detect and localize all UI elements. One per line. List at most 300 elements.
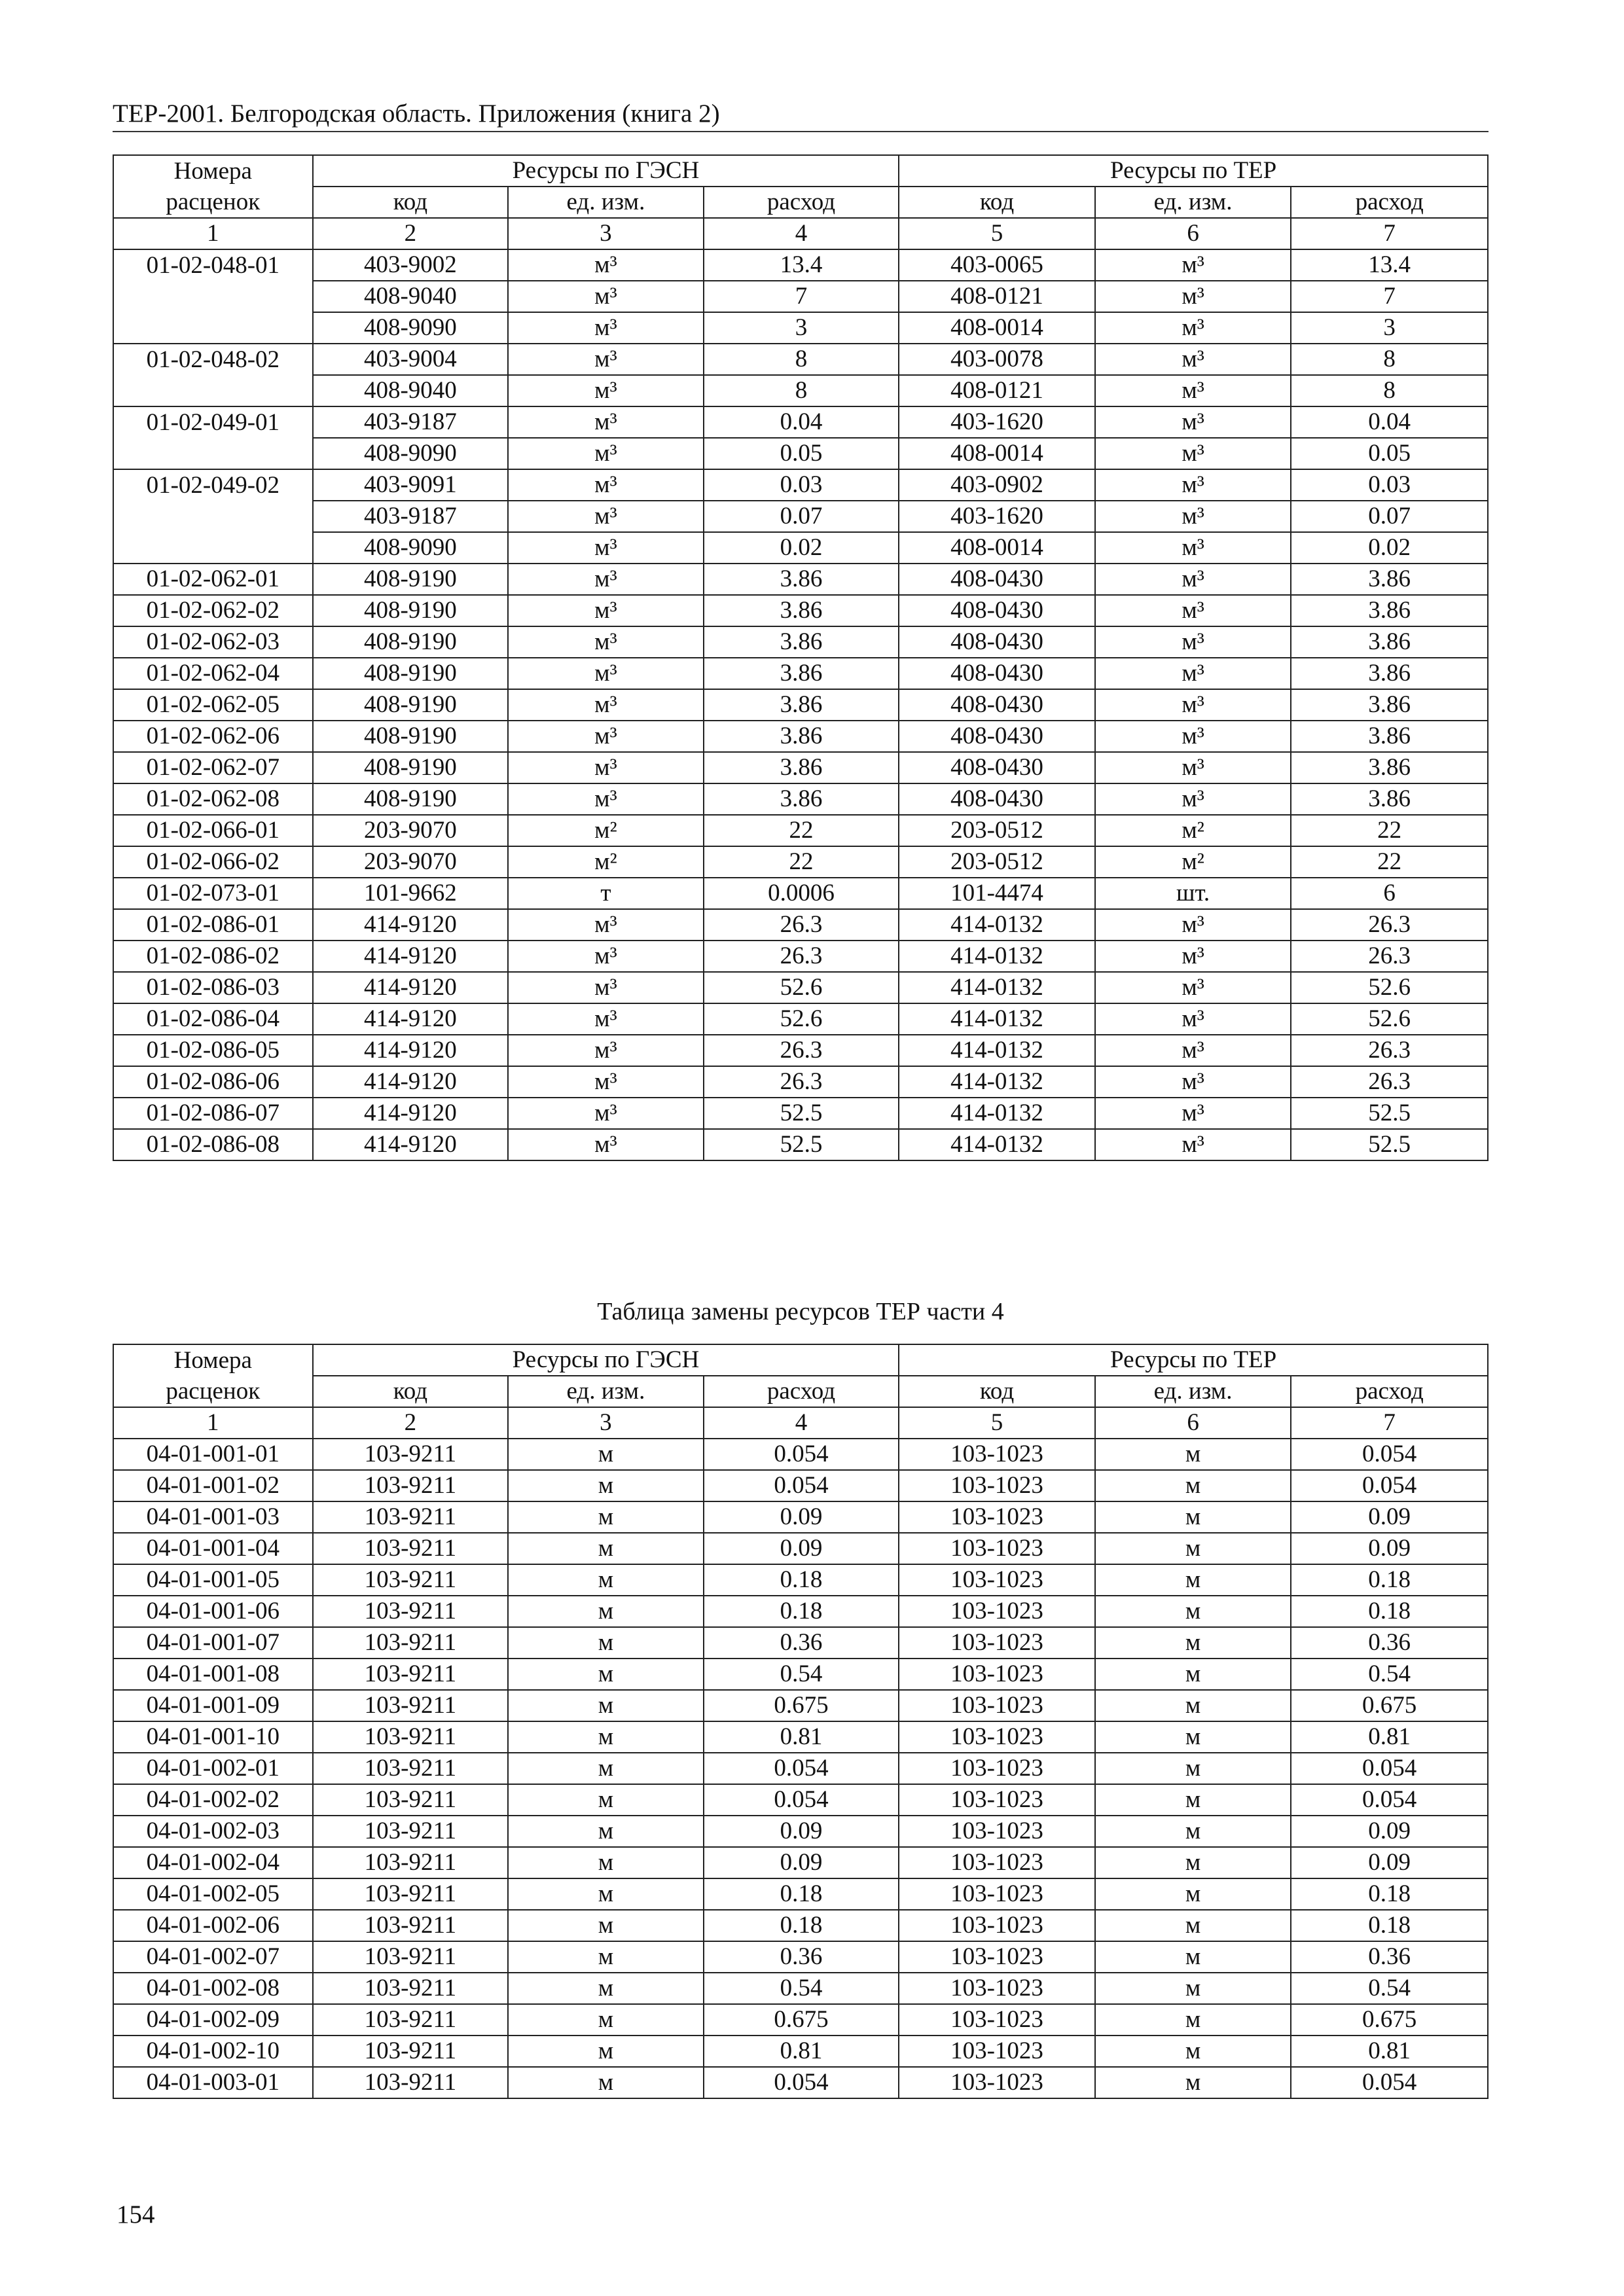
gesn-code-cell: 408-9190 bbox=[313, 689, 509, 721]
table-row bbox=[113, 2067, 1488, 2098]
ter-code-cell: 103-1023 bbox=[899, 1439, 1095, 1470]
ter-consumption-cell: 0.18 bbox=[1291, 1910, 1488, 1941]
gesn-unit-cell: м³ bbox=[508, 1066, 704, 1098]
gesn-consumption-cell: 52.6 bbox=[704, 1003, 899, 1035]
ter-consumption-cell: 0.054 bbox=[1291, 1753, 1488, 1784]
ter-code-cell: 103-1023 bbox=[899, 1470, 1095, 1501]
rate-number-cell: 01-02-066-01 bbox=[113, 815, 313, 846]
ter-consumption-cell: 26.3 bbox=[1291, 909, 1488, 941]
table-row bbox=[113, 1066, 1488, 1098]
ter-group-header: Ресурсы по ТЕР bbox=[899, 1344, 1488, 1376]
gesn-unit-cell: м bbox=[508, 1627, 704, 1659]
gesn-consumption-cell: 0.03 bbox=[704, 469, 899, 501]
gesn-unit-cell: м bbox=[508, 1878, 704, 1910]
ter-code-cell: 408-0430 bbox=[899, 658, 1095, 689]
table-row bbox=[113, 941, 1488, 972]
gesn-code-cell: 408-9190 bbox=[313, 721, 509, 752]
gesn-code-cell: 103-9211 bbox=[313, 1470, 509, 1501]
ter-consumption-cell: 0.81 bbox=[1291, 1721, 1488, 1753]
gesn-code-cell: 408-9090 bbox=[313, 312, 509, 344]
gesn-consumption-cell: 8 bbox=[704, 344, 899, 375]
ter-consumption-cell: 3.86 bbox=[1291, 626, 1488, 658]
rate-number-cell bbox=[113, 281, 313, 312]
gesn-unit-cell: м bbox=[508, 1470, 704, 1501]
ter-consumption-cell: 6 bbox=[1291, 878, 1488, 909]
ter-code-cell: 414-0132 bbox=[899, 941, 1095, 972]
gesn-unit-cell: м bbox=[508, 1439, 704, 1470]
gesn-unit-cell: м³ bbox=[508, 689, 704, 721]
table-row bbox=[113, 1941, 1488, 1973]
page-number: 154 bbox=[117, 2200, 155, 2229]
ter-consumption-cell: 0.09 bbox=[1291, 1533, 1488, 1564]
gesn-consumption-cell: 3.86 bbox=[704, 658, 899, 689]
ter-code-cell: 103-1023 bbox=[899, 1501, 1095, 1533]
gesn-unit-cell: м³ bbox=[508, 1098, 704, 1129]
ter-group-header: Ресурсы по ТЕР bbox=[899, 155, 1488, 187]
rate-number-cell: 04-01-002-03 bbox=[113, 1816, 313, 1847]
gesn-code-cell: 103-9211 bbox=[313, 1721, 509, 1753]
gesn-consumption-cell: 0.09 bbox=[704, 1847, 899, 1878]
col-number: 6 bbox=[1095, 218, 1291, 249]
ter-consumption-cell: 0.054 bbox=[1291, 1784, 1488, 1816]
gesn-code-cell: 103-9211 bbox=[313, 1564, 509, 1596]
ter-consumption-cell: 0.18 bbox=[1291, 1596, 1488, 1627]
gesn-unit-cell: м³ bbox=[508, 721, 704, 752]
ter-consumption-cell: 0.81 bbox=[1291, 2036, 1488, 2067]
ter-code-cell: 101-4474 bbox=[899, 878, 1095, 909]
ter-consumption-cell: 3.86 bbox=[1291, 721, 1488, 752]
table-row bbox=[113, 878, 1488, 909]
ter-consumption-cell: 52.5 bbox=[1291, 1098, 1488, 1129]
gesn-code-cell: 408-9040 bbox=[313, 281, 509, 312]
rate-number-cell: 04-01-002-01 bbox=[113, 1753, 313, 1784]
gesn-code-cell: 103-9211 bbox=[313, 1847, 509, 1878]
table-row bbox=[113, 1659, 1488, 1690]
gesn-unit-cell: м³ bbox=[508, 438, 704, 469]
rate-number-cell: 01-02-086-03 bbox=[113, 972, 313, 1003]
table-row bbox=[113, 1129, 1488, 1160]
gesn-consumption-cell: 0.09 bbox=[704, 1501, 899, 1533]
gesn-code-cell: 103-9211 bbox=[313, 1784, 509, 1816]
rate-number-cell: 01-02-049-02 bbox=[113, 469, 313, 501]
ter-unit-cell: м bbox=[1095, 1753, 1291, 1784]
gesn-consumption-cell: 3.86 bbox=[704, 689, 899, 721]
gesn-code-cell: 414-9120 bbox=[313, 1066, 509, 1098]
rate-number-cell: 04-01-002-07 bbox=[113, 1941, 313, 1973]
ter-code-cell: 103-1023 bbox=[899, 1690, 1095, 1721]
gesn-unit-cell: м bbox=[508, 2004, 704, 2036]
gesn-code-cell: 103-9211 bbox=[313, 1533, 509, 1564]
gesn-consumption-cell: 0.54 bbox=[704, 1659, 899, 1690]
ter-consumption-cell: 26.3 bbox=[1291, 1066, 1488, 1098]
gesn-code-cell: 414-9120 bbox=[313, 1129, 509, 1160]
gesn-code-cell: 103-9211 bbox=[313, 1878, 509, 1910]
gesn-unit-cell: м bbox=[508, 1753, 704, 1784]
gesn-consumption-cell: 0.18 bbox=[704, 1910, 899, 1941]
gesn-consumption-cell: 0.0006 bbox=[704, 878, 899, 909]
gesn-unit-cell: м bbox=[508, 1941, 704, 1973]
ter-code-cell: 103-1023 bbox=[899, 2036, 1095, 2067]
ter-unit-header: ед. изм. bbox=[1095, 1376, 1291, 1407]
rate-number-cell: 04-01-001-03 bbox=[113, 1501, 313, 1533]
rate-number-cell: 04-01-002-04 bbox=[113, 1847, 313, 1878]
ter-consumption-cell: 0.675 bbox=[1291, 2004, 1488, 2036]
ter-consumption-cell: 0.09 bbox=[1291, 1501, 1488, 1533]
ter-code-cell: 103-1023 bbox=[899, 1627, 1095, 1659]
gesn-unit-cell: м bbox=[508, 1596, 704, 1627]
gesn-unit-cell: м³ bbox=[508, 1129, 704, 1160]
ter-code-cell: 408-0430 bbox=[899, 689, 1095, 721]
gesn-consumption-cell: 0.02 bbox=[704, 532, 899, 564]
ter-code-cell: 408-0014 bbox=[899, 532, 1095, 564]
ter-unit-cell: м² bbox=[1095, 815, 1291, 846]
gesn-consumption-cell: 0.054 bbox=[704, 1470, 899, 1501]
ter-code-cell: 408-0430 bbox=[899, 721, 1095, 752]
ter-code-cell: 408-0430 bbox=[899, 626, 1095, 658]
ter-consumption-cell: 22 bbox=[1291, 815, 1488, 846]
rate-number-cell: 04-01-002-10 bbox=[113, 2036, 313, 2067]
table-row bbox=[113, 469, 1488, 501]
ter-consumption-cell: 0.18 bbox=[1291, 1878, 1488, 1910]
rate-number-cell: 01-02-062-02 bbox=[113, 595, 313, 626]
gesn-code-cell: 103-9211 bbox=[313, 2004, 509, 2036]
gesn-unit-cell: м³ bbox=[508, 501, 704, 532]
gesn-unit-cell: м bbox=[508, 2067, 704, 2098]
ter-code-cell: 414-0132 bbox=[899, 1066, 1095, 1098]
gesn-code-cell: 103-9211 bbox=[313, 1690, 509, 1721]
rate-number-cell: 04-01-002-05 bbox=[113, 1878, 313, 1910]
ter-unit-cell: м³ bbox=[1095, 469, 1291, 501]
gesn-unit-cell: м² bbox=[508, 846, 704, 878]
gesn-consumption-cell: 0.675 bbox=[704, 1690, 899, 1721]
gesn-unit-cell: м² bbox=[508, 815, 704, 846]
ter-code-header: код bbox=[899, 1376, 1095, 1407]
table-row bbox=[113, 1721, 1488, 1753]
gesn-consumption-cell: 0.054 bbox=[704, 1753, 899, 1784]
table-row bbox=[113, 595, 1488, 626]
gesn-unit-cell: м³ bbox=[508, 783, 704, 815]
ter-code-cell: 103-1023 bbox=[899, 1816, 1095, 1847]
ter-unit-cell: м bbox=[1095, 1501, 1291, 1533]
gesn-consumption-cell: 8 bbox=[704, 375, 899, 406]
ter-consumption-cell: 52.6 bbox=[1291, 1003, 1488, 1035]
gesn-code-cell: 414-9120 bbox=[313, 972, 509, 1003]
ter-consumption-cell: 0.054 bbox=[1291, 1470, 1488, 1501]
gesn-code-cell: 408-9190 bbox=[313, 595, 509, 626]
gesn-consumption-cell: 22 bbox=[704, 846, 899, 878]
rate-number-cell bbox=[113, 501, 313, 532]
table-row bbox=[113, 1878, 1488, 1910]
ter-code-cell: 103-1023 bbox=[899, 1721, 1095, 1753]
gesn-unit-cell: м³ bbox=[508, 972, 704, 1003]
rate-number-cell: 01-02-048-02 bbox=[113, 344, 313, 375]
ter-consumption-cell: 7 bbox=[1291, 281, 1488, 312]
gesn-consumption-cell: 0.54 bbox=[704, 1973, 899, 2004]
ter-code-cell: 408-0014 bbox=[899, 438, 1095, 469]
gesn-consumption-cell: 0.04 bbox=[704, 406, 899, 438]
ter-consumption-cell: 3.86 bbox=[1291, 689, 1488, 721]
ter-unit-cell: м³ bbox=[1095, 626, 1291, 658]
ter-code-cell: 103-1023 bbox=[899, 2067, 1095, 2098]
ter-unit-cell: м bbox=[1095, 1784, 1291, 1816]
col-number: 4 bbox=[704, 1407, 899, 1439]
ter-unit-cell: м³ bbox=[1095, 752, 1291, 783]
gesn-unit-header: ед. изм. bbox=[508, 1376, 704, 1407]
ter-code-cell: 408-0430 bbox=[899, 783, 1095, 815]
gesn-unit-cell: м bbox=[508, 1659, 704, 1690]
gesn-consumption-cell: 0.675 bbox=[704, 2004, 899, 2036]
gesn-unit-cell: м³ bbox=[508, 532, 704, 564]
gesn-unit-cell: м bbox=[508, 1564, 704, 1596]
ter-unit-cell: м³ bbox=[1095, 1003, 1291, 1035]
ter-code-cell: 403-1620 bbox=[899, 406, 1095, 438]
rate-number-cell: 01-02-048-01 bbox=[113, 249, 313, 281]
rate-number-cell: 01-02-086-06 bbox=[113, 1066, 313, 1098]
gesn-code-cell: 414-9120 bbox=[313, 1003, 509, 1035]
ter-code-cell: 103-1023 bbox=[899, 1847, 1095, 1878]
ter-code-cell: 408-0430 bbox=[899, 564, 1095, 595]
gesn-code-cell: 414-9120 bbox=[313, 941, 509, 972]
gesn-code-cell: 408-9190 bbox=[313, 626, 509, 658]
gesn-consumption-header: расход bbox=[704, 1376, 899, 1407]
table-row bbox=[113, 626, 1488, 658]
ter-consumption-cell: 3.86 bbox=[1291, 564, 1488, 595]
gesn-code-cell: 103-9211 bbox=[313, 1753, 509, 1784]
ter-unit-cell: м³ bbox=[1095, 249, 1291, 281]
gesn-unit-cell: м³ bbox=[508, 752, 704, 783]
gesn-unit-cell: м³ bbox=[508, 658, 704, 689]
rate-number-cell: 01-02-086-04 bbox=[113, 1003, 313, 1035]
ter-consumption-cell: 3.86 bbox=[1291, 595, 1488, 626]
gesn-unit-cell: м³ bbox=[508, 1003, 704, 1035]
table-row bbox=[113, 1690, 1488, 1721]
gesn-consumption-cell: 3.86 bbox=[704, 595, 899, 626]
ter-consumption-cell: 52.6 bbox=[1291, 972, 1488, 1003]
rate-numbers-header: Номера bbox=[113, 155, 313, 187]
ter-code-cell: 203-0512 bbox=[899, 846, 1095, 878]
gesn-consumption-cell: 7 bbox=[704, 281, 899, 312]
table-part-4 bbox=[113, 1344, 1489, 2099]
table-row bbox=[113, 1003, 1488, 1035]
ter-code-cell: 403-0065 bbox=[899, 249, 1095, 281]
rate-number-cell: 01-02-062-07 bbox=[113, 752, 313, 783]
gesn-consumption-cell: 52.5 bbox=[704, 1098, 899, 1129]
gesn-code-cell: 103-9211 bbox=[313, 1627, 509, 1659]
col-number: 5 bbox=[899, 1407, 1095, 1439]
rate-numbers-header: Номера bbox=[113, 1344, 313, 1376]
ter-consumption-cell: 0.07 bbox=[1291, 501, 1488, 532]
gesn-unit-cell: м³ bbox=[508, 312, 704, 344]
table-row bbox=[113, 752, 1488, 783]
table-row bbox=[113, 1816, 1488, 1847]
ter-consumption-cell: 52.5 bbox=[1291, 1129, 1488, 1160]
rate-number-cell: 04-01-001-01 bbox=[113, 1439, 313, 1470]
ter-unit-cell: м bbox=[1095, 1564, 1291, 1596]
table-row bbox=[113, 344, 1488, 375]
gesn-unit-cell: м³ bbox=[508, 564, 704, 595]
rate-number-cell: 04-01-001-02 bbox=[113, 1470, 313, 1501]
rate-number-cell: 04-01-002-06 bbox=[113, 1910, 313, 1941]
table-row bbox=[113, 1596, 1488, 1627]
ter-code-cell: 408-0121 bbox=[899, 281, 1095, 312]
ter-unit-cell: м bbox=[1095, 2004, 1291, 2036]
rate-number-cell: 01-02-086-07 bbox=[113, 1098, 313, 1129]
gesn-consumption-cell: 26.3 bbox=[704, 1035, 899, 1066]
ter-unit-cell: м³ bbox=[1095, 1129, 1291, 1160]
ter-consumption-cell: 0.054 bbox=[1291, 2067, 1488, 2098]
rate-number-cell bbox=[113, 532, 313, 564]
table-part-1 bbox=[113, 154, 1489, 1161]
ter-code-cell: 103-1023 bbox=[899, 2004, 1095, 2036]
ter-consumption-cell: 0.18 bbox=[1291, 1564, 1488, 1596]
col-number: 2 bbox=[313, 218, 509, 249]
ter-unit-cell: м³ bbox=[1095, 312, 1291, 344]
col-number: 6 bbox=[1095, 1407, 1291, 1439]
gesn-consumption-cell: 0.07 bbox=[704, 501, 899, 532]
col-number: 1 bbox=[113, 218, 313, 249]
ter-consumption-cell: 0.36 bbox=[1291, 1941, 1488, 1973]
gesn-consumption-cell: 26.3 bbox=[704, 941, 899, 972]
gesn-code-cell: 103-9211 bbox=[313, 1596, 509, 1627]
ter-code-cell: 414-0132 bbox=[899, 1003, 1095, 1035]
gesn-consumption-cell: 26.3 bbox=[704, 909, 899, 941]
ter-unit-cell: м bbox=[1095, 1533, 1291, 1564]
gesn-group-header: Ресурсы по ГЭСН bbox=[313, 1344, 899, 1376]
gesn-consumption-cell: 52.5 bbox=[704, 1129, 899, 1160]
gesn-unit-cell: м³ bbox=[508, 375, 704, 406]
table-row bbox=[113, 658, 1488, 689]
ter-code-cell: 403-0078 bbox=[899, 344, 1095, 375]
ter-unit-cell: м³ bbox=[1095, 1066, 1291, 1098]
gesn-consumption-cell: 0.81 bbox=[704, 2036, 899, 2067]
ter-code-cell: 103-1023 bbox=[899, 1910, 1095, 1941]
ter-code-cell: 414-0132 bbox=[899, 1098, 1095, 1129]
table-row bbox=[113, 689, 1488, 721]
gesn-code-cell: 403-9187 bbox=[313, 406, 509, 438]
column-number-row bbox=[113, 1407, 1488, 1439]
table-row bbox=[113, 1439, 1488, 1470]
ter-consumption-cell: 26.3 bbox=[1291, 1035, 1488, 1066]
ter-unit-cell: м bbox=[1095, 1973, 1291, 2004]
table-row bbox=[113, 1035, 1488, 1066]
gesn-unit-cell: м³ bbox=[508, 1035, 704, 1066]
gesn-code-cell: 103-9211 bbox=[313, 1439, 509, 1470]
table-row bbox=[113, 501, 1488, 532]
table-row bbox=[113, 249, 1488, 281]
gesn-code-cell: 414-9120 bbox=[313, 1035, 509, 1066]
table-row bbox=[113, 972, 1488, 1003]
table-row bbox=[113, 1784, 1488, 1816]
table-row bbox=[113, 721, 1488, 752]
ter-consumption-cell: 0.054 bbox=[1291, 1439, 1488, 1470]
ter-code-cell: 414-0132 bbox=[899, 972, 1095, 1003]
gesn-consumption-cell: 3 bbox=[704, 312, 899, 344]
table-row bbox=[113, 438, 1488, 469]
col-number: 3 bbox=[508, 218, 704, 249]
table-row bbox=[113, 1501, 1488, 1533]
rate-number-cell: 04-01-001-05 bbox=[113, 1564, 313, 1596]
ter-unit-cell: м bbox=[1095, 1627, 1291, 1659]
gesn-code-cell: 103-9211 bbox=[313, 2067, 509, 2098]
table-row bbox=[113, 783, 1488, 815]
gesn-unit-cell: м³ bbox=[508, 909, 704, 941]
gesn-consumption-cell: 3.86 bbox=[704, 721, 899, 752]
ter-consumption-cell: 3.86 bbox=[1291, 783, 1488, 815]
col-number: 2 bbox=[313, 1407, 509, 1439]
ter-code-cell: 103-1023 bbox=[899, 1784, 1095, 1816]
ter-unit-cell: м³ bbox=[1095, 1035, 1291, 1066]
ter-unit-cell: м bbox=[1095, 1878, 1291, 1910]
gesn-unit-cell: м³ bbox=[508, 941, 704, 972]
ter-unit-cell: м bbox=[1095, 1941, 1291, 1973]
gesn-consumption-cell: 0.81 bbox=[704, 1721, 899, 1753]
ter-code-cell: 103-1023 bbox=[899, 1659, 1095, 1690]
table-caption: Таблица замены ресурсов ТЕР части 4 bbox=[597, 1298, 1004, 1325]
ter-code-cell: 403-1620 bbox=[899, 501, 1095, 532]
ter-code-header: код bbox=[899, 187, 1095, 218]
gesn-consumption-cell: 0.054 bbox=[704, 1439, 899, 1470]
rate-number-cell: 01-02-062-01 bbox=[113, 564, 313, 595]
ter-unit-cell: м³ bbox=[1095, 721, 1291, 752]
gesn-consumption-cell: 52.6 bbox=[704, 972, 899, 1003]
table-row bbox=[113, 1847, 1488, 1878]
rate-number-cell: 01-02-062-05 bbox=[113, 689, 313, 721]
gesn-unit-cell: м bbox=[508, 1784, 704, 1816]
table-row bbox=[113, 1564, 1488, 1596]
ter-consumption-cell: 3.86 bbox=[1291, 752, 1488, 783]
rate-number-cell: 04-01-002-09 bbox=[113, 2004, 313, 2036]
header-rule bbox=[113, 131, 1489, 132]
col-number: 7 bbox=[1291, 218, 1488, 249]
col-number: 5 bbox=[899, 218, 1095, 249]
ter-consumption-cell: 13.4 bbox=[1291, 249, 1488, 281]
gesn-unit-cell: м³ bbox=[508, 469, 704, 501]
gesn-consumption-cell: 0.18 bbox=[704, 1878, 899, 1910]
ter-unit-cell: м³ bbox=[1095, 375, 1291, 406]
ter-consumption-cell: 0.05 bbox=[1291, 438, 1488, 469]
ter-unit-cell: м³ bbox=[1095, 595, 1291, 626]
rate-number-cell: 01-02-066-02 bbox=[113, 846, 313, 878]
table-row bbox=[113, 846, 1488, 878]
col-number: 4 bbox=[704, 218, 899, 249]
gesn-consumption-cell: 3.86 bbox=[704, 626, 899, 658]
gesn-unit-cell: м³ bbox=[508, 406, 704, 438]
table-row bbox=[113, 1910, 1488, 1941]
gesn-code-cell: 403-9187 bbox=[313, 501, 509, 532]
gesn-unit-cell: м bbox=[508, 1721, 704, 1753]
gesn-consumption-cell: 13.4 bbox=[704, 249, 899, 281]
ter-unit-cell: м³ bbox=[1095, 406, 1291, 438]
ter-code-cell: 103-1023 bbox=[899, 1564, 1095, 1596]
rate-number-cell: 01-02-049-01 bbox=[113, 406, 313, 438]
rate-number-cell: 01-02-086-08 bbox=[113, 1129, 313, 1160]
rate-number-cell: 04-01-003-01 bbox=[113, 2067, 313, 2098]
gesn-code-cell: 203-9070 bbox=[313, 846, 509, 878]
ter-consumption-header: расход bbox=[1291, 1376, 1488, 1407]
ter-consumption-cell: 0.09 bbox=[1291, 1816, 1488, 1847]
rate-number-cell: 04-01-002-02 bbox=[113, 1784, 313, 1816]
ter-code-cell: 414-0132 bbox=[899, 909, 1095, 941]
gesn-code-cell: 408-9190 bbox=[313, 783, 509, 815]
gesn-code-cell: 408-9090 bbox=[313, 532, 509, 564]
ter-unit-cell: м³ bbox=[1095, 532, 1291, 564]
gesn-consumption-cell: 0.36 bbox=[704, 1941, 899, 1973]
rate-number-cell: 04-01-001-10 bbox=[113, 1721, 313, 1753]
ter-unit-cell: м³ bbox=[1095, 941, 1291, 972]
table-row bbox=[113, 2036, 1488, 2067]
ter-unit-cell: м bbox=[1095, 2067, 1291, 2098]
ter-code-cell: 103-1023 bbox=[899, 1753, 1095, 1784]
